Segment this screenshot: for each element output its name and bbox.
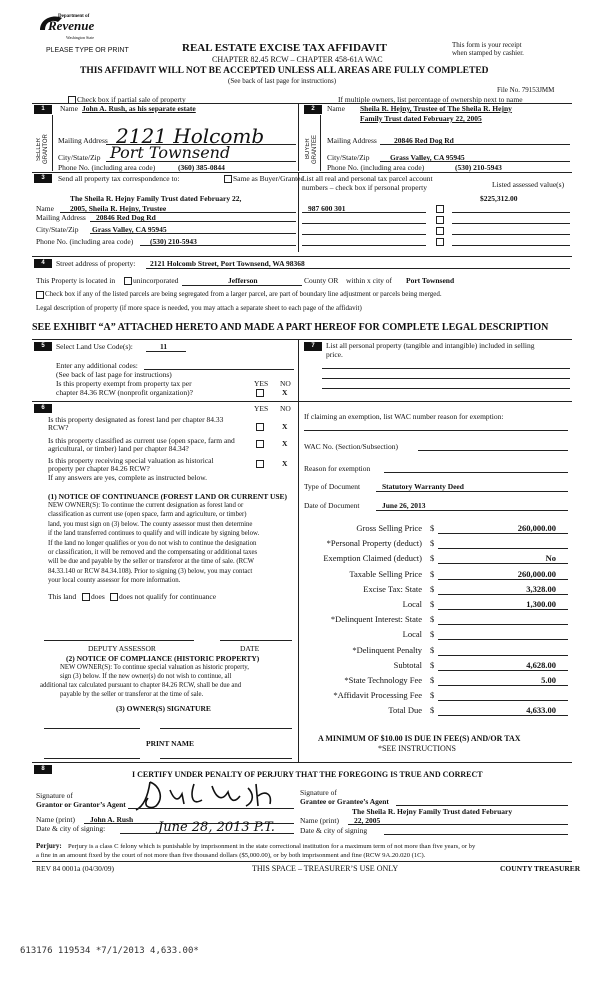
owners-signature-label: (3) OWNER(S) SIGNATURE — [116, 704, 211, 713]
tax-row-label: Taxable Selling Price — [349, 568, 422, 579]
does-qualify-checkbox[interactable] — [82, 593, 90, 601]
if-yes-instruction: If any answers are yes, complete as instructed below. — [48, 473, 208, 482]
grantee-signature-label-2: Grantee or Grantee’s Agent — [300, 797, 389, 806]
tax-row-value: 1,300.00 — [526, 599, 556, 609]
buyer-city-label: City/State/Zip — [327, 153, 370, 162]
partial-sale-label: Check box if partial sale of property — [77, 95, 186, 104]
notice-continuance-line: will be due and payable by the seller or transferor at the time of sale. (RCW — [48, 558, 255, 566]
same-as-buyer-label: Same as Buyer/Grantee — [233, 174, 304, 183]
street-address-label: Street address of property: — [56, 259, 136, 268]
parcel-number: 987 600 301 — [308, 204, 346, 213]
tax-row-underline — [438, 655, 568, 656]
county-value: Jefferson — [228, 276, 258, 285]
county-treasurer-label: COUNTY TREASURER — [500, 864, 581, 873]
exempt-yes-checkbox[interactable] — [256, 389, 264, 397]
receipt-note-2: when stamped by cashier. — [452, 49, 524, 57]
correspondence-phone-value: (530) 210-5943 — [150, 237, 197, 246]
tax-row-label: Subtotal — [393, 659, 422, 670]
grantor-signature-label-1: Signature of — [36, 791, 73, 800]
within-city-label: within x city of — [346, 276, 393, 285]
correspondence-mailing-label: Mailing Address — [36, 213, 86, 222]
seller-city-handwritten: Port Townsend — [110, 143, 231, 162]
segregated-label: Check box if any of the listed parcels are being segregated from a larger parcel, are part of boundary line adjustment or parcels being merged. — [45, 290, 442, 298]
tax-row-underline — [438, 670, 568, 671]
correspondence-city-label: City/State/Zip — [36, 225, 79, 234]
tax-row-dollar-sign: $ — [430, 614, 435, 625]
section-7-number: 7 — [304, 342, 322, 351]
section-8-number: 8 — [34, 765, 52, 774]
grantee-name-label: Name (print) — [300, 816, 339, 825]
multiple-owners-note: If multiple owners, list percentage of ownership next to name — [338, 95, 523, 104]
notice-compliance-line: additional tax calculated pursuant to chapter 84.26 RCW, shall be due and — [40, 682, 242, 689]
correspondence-phone-label: Phone No. (including area code) — [36, 237, 134, 246]
buyer-name-line-2: Family Trust dated February 22, 2005 — [360, 114, 482, 123]
tax-row-value: 260,000.00 — [517, 523, 556, 533]
logo-sub-text: Washington State — [66, 35, 95, 40]
department-of-revenue-logo — [36, 10, 106, 42]
tax-row-underline — [438, 700, 568, 701]
notice-continuance-title: (1) NOTICE OF CONTINUANCE (FOREST LAND OR CURRENT USE) — [48, 492, 288, 501]
tax-row-underline — [438, 609, 568, 610]
tax-row-underline — [438, 639, 568, 640]
buyer-mailing-label: Mailing Address — [327, 136, 377, 145]
forest-land-question-1: Is this property designated as forest land per chapter 84.33 — [48, 415, 224, 424]
tax-row-dollar-sign: $ — [430, 538, 435, 549]
seller-grantor-label: SELLER GRANTOR — [36, 134, 49, 164]
tax-row-underline — [438, 715, 568, 716]
forest-land-yes-checkbox[interactable] — [256, 423, 264, 431]
buyer-name-label: Name — [327, 104, 345, 113]
grantor-date-label: Date & city of signing: — [36, 824, 106, 833]
city-value: Port Townsend — [406, 276, 455, 285]
notice-continuance-line: if the land transferred continues to qualify and will indicate by signing below. — [48, 530, 260, 538]
notice-compliance-title: (2) NOTICE OF COMPLIANCE (HISTORIC PROPERTY) — [66, 654, 260, 663]
buyer-name-line-1: Sheila R. Hejny, Trustee of The Sheila R. Hejny — [360, 104, 512, 113]
print-name-label: PRINT NAME — [146, 739, 194, 748]
section-5-number: 5 — [34, 342, 52, 351]
buyer-phone-value: (530) 210-5943 — [455, 163, 502, 172]
personal-property-label-2: price. — [326, 350, 343, 359]
instructions-note: (See back of last page for instructions) — [228, 77, 337, 85]
exemption-reason-label: Reason for exemption — [304, 464, 371, 473]
section-4-number: 4 — [34, 259, 52, 268]
parcel-list-label-2: numbers – check box if personal property — [302, 183, 427, 192]
tax-row-dollar-sign: $ — [430, 705, 435, 716]
receipt-note-1: This form is your receipt — [452, 41, 522, 49]
notice-continuance-line: 84.33.140 or RCW 84.34.108). Prior to signing (3) below, you may contact — [48, 567, 253, 575]
tax-row-dollar-sign: $ — [430, 583, 435, 594]
tax-row-label: Total Due — [388, 705, 422, 716]
tax-row-label: Gross Selling Price — [356, 523, 422, 533]
certify-statement: I CERTIFY UNDER PENALTY OF PERJURY THAT THE FOREGOING IS TRUE AND CORRECT — [132, 770, 483, 779]
notice-continuance-line: land, you must sign on (3) below. The county assessor must then determine — [48, 520, 253, 528]
document-date-label: Date of Document — [304, 501, 360, 510]
current-use-question-1: Is this property classified as current use (open space, farm and — [48, 436, 235, 445]
tax-row-label: *Delinquent Interest: State — [330, 614, 422, 625]
section-3-number: 3 — [34, 174, 52, 183]
notice-continuance-line: classification as current use (open space, farm and agriculture, or timber) — [48, 511, 247, 519]
tax-row-dollar-sign: $ — [430, 690, 435, 701]
land-use-code-label: Select Land Use Code(s): — [56, 342, 133, 351]
exempt-yes-header: YES — [254, 379, 269, 388]
correspondence-name-line-2: 2005, Sheila R. Hejny, Trustee — [70, 204, 167, 213]
grantor-name-label: Name (print) — [36, 815, 75, 824]
grantee-name-value: 22, 2005 — [354, 816, 381, 825]
perjury-label: Perjury: — [36, 842, 62, 850]
buyer-mailing-value: 20846 Red Dog Rd — [394, 136, 454, 145]
section-1-number: 1 — [34, 105, 52, 114]
tax-row-label: *Affidavit Processing Fee — [333, 690, 422, 701]
tax-row-value: 260,000.00 — [517, 568, 556, 579]
seller-name-label: Name — [60, 104, 78, 113]
historic-no-mark: X — [282, 459, 288, 468]
tax-correspondence-label: Send all property tax correspondence to: — [58, 174, 180, 183]
exempt-no-mark: X — [282, 388, 288, 397]
tax-row-underline — [438, 563, 568, 564]
exemption-claim-label: If claiming an exemption, list WAC number reason for exemption: — [304, 412, 504, 421]
historic-yes-checkbox[interactable] — [256, 460, 264, 468]
seller-mailing-handwritten: 2121 Holcomb — [116, 124, 265, 148]
document-type-label: Type of Document — [304, 482, 361, 491]
form-title: REAL ESTATE EXCISE TAX AFFIDAVIT — [182, 42, 387, 54]
minimum-fee-notice: A MINIMUM OF $10.00 IS DUE IN FEE(S) AND/OR TAX — [318, 734, 521, 743]
assessed-value: $225,312.00 — [480, 194, 518, 203]
assessed-value-label: Listed assessed value(s) — [492, 180, 565, 189]
does-not-qualify-checkbox[interactable] — [110, 593, 118, 601]
forest-land-no-mark: X — [282, 422, 288, 431]
perjury-text-2: a fine in an amount fixed by the court of not more than five thousand dollars ($5,000.00), or by both imprisonment and fine (RCW 9A.20.020 (1C). — [36, 852, 426, 859]
section-6-number: 6 — [34, 404, 52, 413]
property-located-label: This Property is located in — [36, 276, 116, 285]
tax-row-value: 3,328.00 — [526, 583, 556, 594]
section6-yes-header: YES — [254, 404, 269, 413]
tax-row-value: No — [545, 553, 556, 564]
file-number: File No. 79153JMM — [497, 86, 555, 94]
tax-row-label: Exemption Claimed (deduct) — [323, 553, 422, 564]
street-address-value: 2121 Holcomb Street, Port Townsend, WA 98368 — [150, 259, 305, 268]
buyer-phone-label: Phone No. (including area code) — [327, 163, 425, 172]
personal-property-checkbox-4[interactable] — [436, 238, 444, 246]
notice-compliance-line: payable by the seller or transferor at the time of sale. — [60, 691, 204, 698]
correspondence-city-value: Grass Valley, CA 95945 — [92, 225, 167, 234]
tax-row-underline — [438, 533, 568, 534]
seller-name-value: John A. Rush, as his separate estate — [82, 104, 196, 113]
seller-phone-label: Phone No. (including area code) — [58, 163, 156, 172]
tax-row-dollar-sign: $ — [430, 553, 435, 564]
please-type-text: PLEASE TYPE OR PRINT — [46, 47, 129, 54]
exempt-no-header: NO — [280, 379, 291, 388]
segregated-checkbox[interactable] — [36, 291, 44, 299]
perjury-text-1: Perjury is a class C felony which is punishable by imprisonment in the state correctional institution for a maximum term of not more than five years, or by — [68, 843, 476, 850]
same-as-buyer-checkbox[interactable] — [224, 175, 232, 183]
see-instructions-note: *SEE INSTRUCTIONS — [378, 744, 457, 753]
seller-city-label: City/State/Zip — [58, 153, 101, 162]
buyer-city-value: Grass Valley, CA 95945 — [390, 153, 465, 162]
this-land-label: This land — [48, 592, 77, 601]
logo-word: Revenue — [48, 18, 95, 33]
current-use-question-2: agricultural, or timber) land per chapter 84.34? — [48, 444, 189, 453]
personal-property-label-1: List all personal property (tangible and intangible) included in selling — [326, 341, 535, 350]
tax-row-label: *Delinquent Penalty — [352, 644, 422, 655]
tax-row-underline — [438, 685, 568, 686]
tax-row-dollar-sign: $ — [430, 659, 435, 670]
notice-compliance-line: NEW OWNER(S): To continue special valuation as historic property, — [60, 664, 249, 671]
current-use-no-mark: X — [282, 439, 288, 448]
correspondence-name-label: Name — [36, 204, 54, 213]
tax-row-label: *Personal Property (deduct) — [326, 538, 422, 549]
assessor-date-label: DATE — [240, 644, 260, 653]
tax-row-value: 4,633.00 — [526, 705, 556, 716]
exempt-question-line-2: chapter 84.36 RCW (nonprofit organization)? — [56, 388, 193, 397]
grantee-name-line: The Sheila R. Hejny Family Trust dated February — [352, 807, 513, 816]
form-subtitle: CHAPTER 82.45 RCW – CHAPTER 458-61A WAC — [212, 55, 383, 64]
grantee-date-label: Date & city of signing — [300, 826, 368, 835]
tax-row-label: Local — [402, 599, 422, 609]
notice-continuance-line: or classification, it will be removed and the compensating or additional taxes — [48, 549, 258, 556]
tax-row-dollar-sign: $ — [430, 675, 435, 685]
grantor-name-value: John A. Rush — [90, 815, 134, 824]
tax-row-dollar-sign: $ — [430, 599, 435, 609]
historic-question-2: property per chapter 84.26 RCW? — [48, 464, 150, 473]
tax-row-dollar-sign: $ — [430, 568, 435, 579]
historic-question-1: Is this property receiving special valuation as historical — [48, 456, 214, 465]
tax-row-dollar-sign: $ — [430, 644, 435, 655]
tax-row-underline — [438, 594, 568, 595]
wac-number-label: WAC No. (Section/Subsection) — [304, 442, 398, 451]
county-label: County OR — [304, 276, 339, 285]
tax-row-value: 4,628.00 — [526, 659, 556, 670]
buyer-grantee-label: BUYER GRANTEE — [305, 134, 318, 164]
grantor-signature-label-2: Grantor or Grantor’s Agent — [36, 800, 126, 809]
form-revision: REV 84 0001a (04/30/09) — [36, 864, 114, 873]
tax-row-dollar-sign: $ — [430, 629, 435, 640]
personal-property-checkbox-3[interactable] — [436, 227, 444, 235]
notice-continuance-line: If the land no longer qualifies or you do not wish to continue the designation — [48, 539, 257, 547]
document-date-value: June 26, 2013 — [382, 501, 426, 510]
exhibit-a-reference: SEE EXHIBIT “A” ATTACHED HERETO AND MADE A PART HEREOF FOR COMPLETE LEGAL DESCRIPTION — [32, 322, 549, 333]
correspondence-name-line-1: The Sheila R. Hejny Family Trust dated February 22, — [70, 194, 242, 203]
unincorporated-label: unincorporated — [133, 276, 179, 285]
tax-row-underline — [438, 624, 568, 625]
personal-property-checkbox-2[interactable] — [436, 216, 444, 224]
tax-row-underline — [438, 579, 568, 580]
seller-phone-value: (360) 385-0844 — [178, 163, 225, 172]
completion-warning: THIS AFFIDAVIT WILL NOT BE ACCEPTED UNLESS ALL AREAS ARE FULLY COMPLETED — [80, 66, 489, 76]
document-type-value: Statutory Warranty Deed — [382, 482, 464, 491]
legal-description-label: Legal description of property (if more space is needed, you may attach a separate sheet to each page of the affidavit) — [36, 304, 362, 312]
treasurer-space-label: THIS SPACE – TREASURER’S USE ONLY — [252, 864, 399, 873]
does-label: does — [91, 592, 105, 601]
land-use-instructions: (See back of last page for instructions) — [56, 370, 172, 379]
notice-continuance-line: your local county assessor for more information. — [48, 577, 181, 585]
does-not-qualify-label: does not qualify for continuance — [119, 592, 217, 601]
seller-mailing-label: Mailing Address — [58, 136, 108, 145]
correspondence-mailing-value: 20846 Red Dog Rd — [96, 213, 156, 222]
additional-codes-label: Enter any additional codes: — [56, 361, 138, 370]
tax-row-value: 5.00 — [541, 675, 556, 685]
grantee-signature-label-1: Signature of — [300, 788, 337, 797]
tax-row-label: *State Technology Fee — [344, 675, 422, 685]
section-2-number: 2 — [304, 105, 322, 114]
logo-top-text: Department of — [58, 14, 90, 19]
forest-land-question-2: RCW? — [48, 423, 69, 432]
land-use-code-value: 11 — [160, 342, 168, 351]
tax-row-underline — [438, 548, 568, 549]
section6-no-header: NO — [280, 404, 291, 413]
personal-property-checkbox-1[interactable] — [436, 205, 444, 213]
deputy-assessor-label: DEPUTY ASSESSOR — [88, 644, 156, 653]
cashier-receipt-stamp: 613176 119534 *7/1/2013 4,633.00* — [20, 946, 199, 956]
grantor-date-handwritten: June 28, 2013 P.T. — [158, 820, 275, 835]
current-use-yes-checkbox[interactable] — [256, 440, 264, 448]
tax-row-label: Excise Tax: State — [363, 583, 422, 594]
unincorporated-checkbox[interactable] — [124, 277, 132, 285]
parcel-list-label-1: List all real and personal tax parcel account — [302, 174, 433, 183]
exempt-question-line-1: Is this property exempt from property tax per — [56, 379, 192, 388]
notice-continuance-line: NEW OWNER(S): To continue the current designation as forest land or — [48, 502, 244, 509]
tax-row-label: Local — [402, 629, 422, 640]
notice-compliance-line: sign (3) below. If the new owner(s) do not wish to continue, all — [60, 673, 232, 680]
tax-row-dollar-sign: $ — [430, 523, 435, 533]
